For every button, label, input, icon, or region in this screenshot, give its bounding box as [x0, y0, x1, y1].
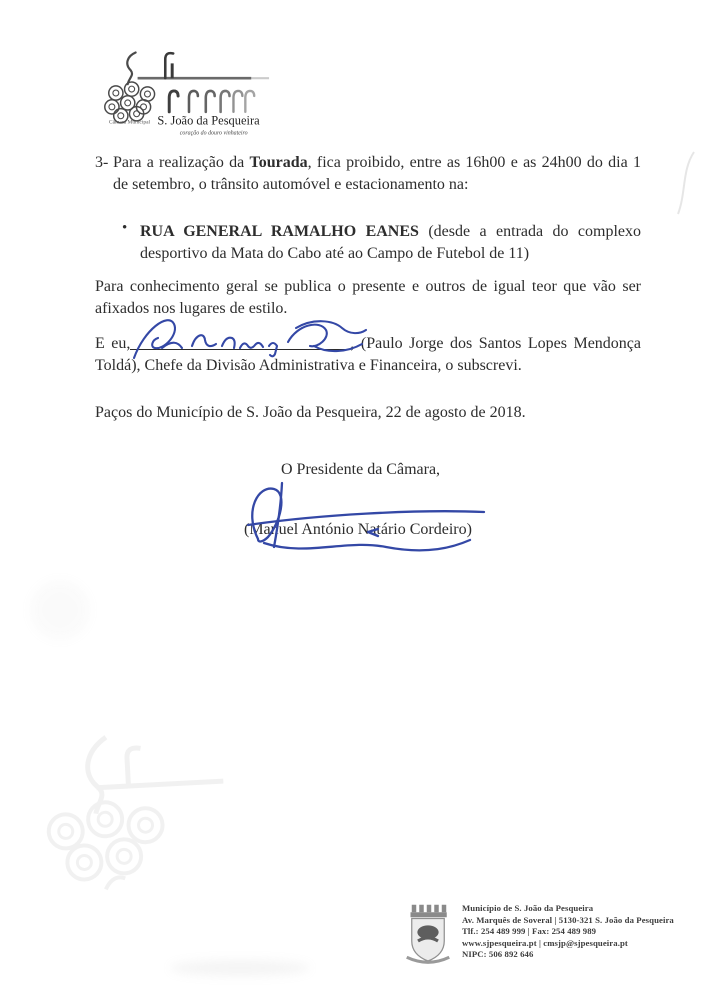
item-lead-text: Para a realização da — [113, 154, 250, 171]
bullet-marker: • — [122, 220, 128, 236]
footer-address: Av. Marquês de Soveral | 5130-321 S. João da Pesqueira — [462, 914, 674, 925]
logo-org-name: S. João da Pesqueira — [157, 113, 260, 128]
notice-text: Para conhecimento geral se publica o presente e outros de igual teor que vão ser afixados nos lugares de estilo. — [95, 278, 641, 317]
coat-of-arms-icon — [403, 896, 453, 966]
scan-smudge — [30, 580, 90, 640]
footer-nipc: NIPC: 506 892 646 — [462, 949, 534, 960]
chief-signature-icon — [128, 308, 373, 366]
attest-prefix: E eu, — [95, 335, 131, 352]
item-text — [113, 152, 641, 196]
scan-smudge — [170, 960, 310, 976]
ghost-watermark — [6, 722, 255, 909]
item-rest-text: , fica proibido, entre as 16h00 e as 24h00 do dia 1 de setembro, o trânsito automóvel e estacionamento na: — [113, 154, 641, 193]
logo-org-prefix: Câmara Municipal — [108, 119, 151, 126]
attest-suffix: , (Paulo Jorge dos Santos Lopes Mendonça Toldá), Chefe da Divisão Administrativa e Financeira, o subscrevi. — [95, 335, 642, 374]
street-name-bold: RUA GENERAL RAMALHO EANES — [140, 223, 419, 240]
president-title-text: O Presidente da Câmara, — [281, 461, 441, 478]
president-name-text: (Manuel António Natário Cordeiro) — [244, 521, 472, 538]
footer-online: www.sjpesqueira.pt | cmsjp@sjpesqueira.pt — [462, 937, 628, 948]
president-signature-icon — [236, 477, 491, 562]
footer-org: Município de S. João da Pesqueira — [462, 903, 594, 913]
footer-text-block — [462, 896, 674, 966]
item-number: 3- — [95, 154, 109, 171]
footer — [403, 896, 674, 966]
dateline — [95, 402, 641, 424]
dateline-text: Paços do Município de S. João da Pesqueira, 22 de agosto de 2018. — [95, 404, 526, 421]
street-detail-text: (desde a entrada do complexo desportivo da Mata do Cabo até ao Campo de Futebol de 11) — [140, 223, 642, 262]
paragraph-item-3 — [95, 152, 641, 196]
bullet-list-item — [95, 221, 641, 265]
logo-tagline: coração do douro vinhateiro — [179, 130, 248, 137]
event-name-bold: Tourada — [249, 154, 308, 171]
bullet-text — [140, 221, 641, 265]
scan-artifact — [676, 148, 700, 218]
footer-contacts: Tlf.: 254 489 999 | Fax: 254 489 989 — [462, 926, 597, 937]
